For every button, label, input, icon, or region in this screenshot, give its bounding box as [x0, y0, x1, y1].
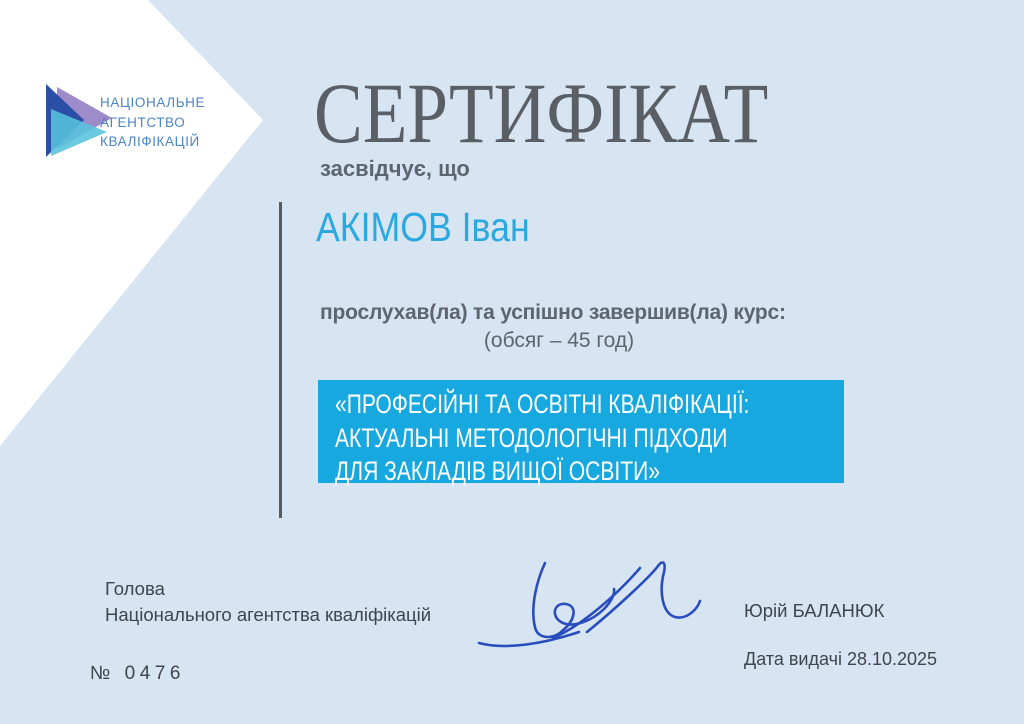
signer-role-line2: Національного агентства кваліфікацій [105, 603, 432, 625]
course-title-box [318, 380, 844, 486]
course-title [335, 388, 750, 489]
course-title-line2: АКТУАЛЬНІ МЕТОДОЛОГІЧНІ ПІДХОДИ [335, 422, 728, 453]
completion-statement: прослухав(ла) та успішно завершив(ла) курс: [320, 301, 786, 324]
certificate-title: СЕРТИФІКАТ [314, 65, 769, 161]
signer-role [105, 576, 431, 627]
agency-name-line3: КВАЛІФІКАЦІЙ [100, 134, 200, 149]
course-title-line1: «ПРОФЕСІЙНІ ТА ОСВІТНІ КВАЛІФІКАЦІЇ: [335, 389, 750, 419]
course-title-line3: ДЛЯ ЗАКЛАДІВ ВИЩОЇ ОСВІТИ» [335, 456, 660, 486]
issue-date: Дата видачі 28.10.2025 [744, 649, 938, 669]
agency-name [100, 93, 205, 152]
signature-flourish [587, 562, 700, 632]
course-volume: (обсяг – 45 год) [483, 329, 635, 352]
agency-name-line2: АГЕНТСТВО [100, 114, 186, 130]
signature-icon [465, 545, 715, 660]
signature-underline [479, 632, 579, 646]
recipient-name: АКІМОВ Іван [316, 204, 530, 250]
agency-name-line1: НАЦІОНАЛЬНЕ [100, 95, 206, 110]
certificate-number: № 0476 [90, 663, 185, 684]
certificate-subtitle: засвідчує, що [320, 156, 470, 181]
signer-name: Юрій БАЛАНЮК [744, 600, 885, 621]
signer-role-line1: Голова [105, 578, 165, 599]
vertical-divider [279, 202, 282, 518]
